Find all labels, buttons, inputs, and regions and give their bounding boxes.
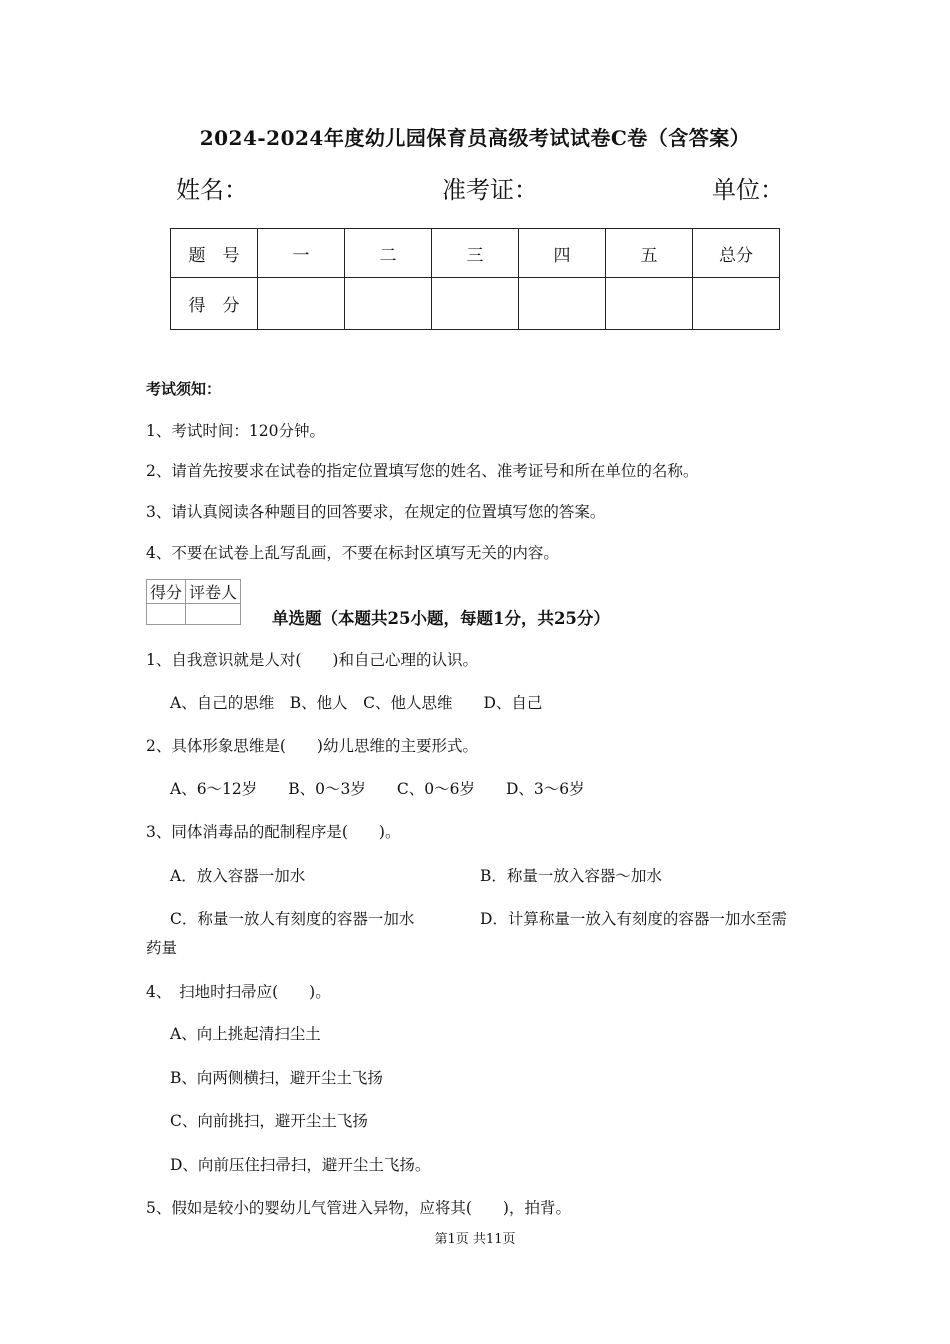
question-2-options: A、6～12岁 B、0～3岁 C、0～6岁 D、3～6岁 xyxy=(170,780,585,798)
score-row-label: 得 分 xyxy=(171,278,258,330)
score-header-cell: 四 xyxy=(519,229,606,278)
score-cell[interactable] xyxy=(519,278,606,330)
notice-item: 2、请首先按要求在试卷的指定位置填写您的姓名、准考证号和所在单位的名称。 xyxy=(146,462,699,480)
score-header-cell: 题 号 xyxy=(171,229,258,278)
question-3: 3、同体消毒品的配制程序是( )。 xyxy=(146,823,401,841)
page-title: 2024-2024年度幼儿园保育员高级考试试卷C卷（含答案） xyxy=(199,126,751,150)
grader-name-label: 评卷人 xyxy=(186,580,241,604)
question-3-option-c: C．称量一放人有刻度的容器一加水 xyxy=(170,910,415,928)
score-table xyxy=(170,228,780,330)
score-header-cell: 一 xyxy=(258,229,345,278)
question-4-option-d: D、向前压住扫帚扫，避开尘土飞扬。 xyxy=(170,1156,431,1174)
score-table-header-row xyxy=(171,229,780,278)
grader-score-label: 得分 xyxy=(147,580,186,604)
score-table-score-row xyxy=(171,278,780,330)
score-header-cell: 五 xyxy=(606,229,693,278)
grader-score-cell[interactable] xyxy=(147,604,186,625)
question-3-option-a: A．放入容器一加水 xyxy=(170,867,306,885)
score-cell[interactable] xyxy=(345,278,432,330)
score-cell[interactable] xyxy=(606,278,693,330)
section-title: 单选题（本题共25小题，每题1分，共25分） xyxy=(272,609,610,628)
question-1: 1、自我意识就是人对( )和自己心理的认识。 xyxy=(146,651,478,669)
score-cell[interactable] xyxy=(432,278,519,330)
page-footer: 第1页 共11页 xyxy=(434,1232,516,1247)
score-cell[interactable] xyxy=(693,278,780,330)
name-field-label: 姓名： xyxy=(176,176,248,204)
question-5: 5、假如是较小的婴幼儿气管进入异物，应将其( )，拍背。 xyxy=(146,1199,571,1217)
unit-field-label: 单位： xyxy=(712,176,784,204)
score-header-cell: 总分 xyxy=(693,229,780,278)
question-3-option-d-continued: 药量 xyxy=(146,939,178,957)
grader-name-cell[interactable] xyxy=(186,604,241,625)
question-3-option-b: B．称量一放入容器～加水 xyxy=(480,867,662,885)
grader-box xyxy=(146,579,241,625)
question-1-options: A、自己的思维 B、他人 C、他人思维 D、自己 xyxy=(170,694,543,712)
question-4-option-a: A、向上挑起清扫尘土 xyxy=(170,1025,321,1043)
score-cell[interactable] xyxy=(258,278,345,330)
notice-item: 3、请认真阅读各种题目的回答要求，在规定的位置填写您的答案。 xyxy=(146,503,606,521)
notice-item: 4、不要在试卷上乱写乱画，不要在标封区填写无关的内容。 xyxy=(146,544,559,562)
score-header-cell: 二 xyxy=(345,229,432,278)
question-4-option-b: B、向两侧横扫，避开尘土飞扬 xyxy=(170,1069,383,1087)
question-3-option-d: D．计算称量一放入有刻度的容器一加水至需 xyxy=(480,910,787,928)
notice-heading: 考试须知： xyxy=(146,380,222,398)
score-header-cell: 三 xyxy=(432,229,519,278)
question-4-option-c: C、向前挑扫，避开尘土飞扬 xyxy=(170,1112,368,1130)
notice-item: 1、考试时间：120分钟。 xyxy=(146,422,325,440)
question-4: 4、 扫地时扫帚应( )。 xyxy=(146,983,331,1001)
ticket-field-label: 准考证： xyxy=(442,176,538,204)
question-2: 2、具体形象思维是( )幼儿思维的主要形式。 xyxy=(146,737,478,755)
